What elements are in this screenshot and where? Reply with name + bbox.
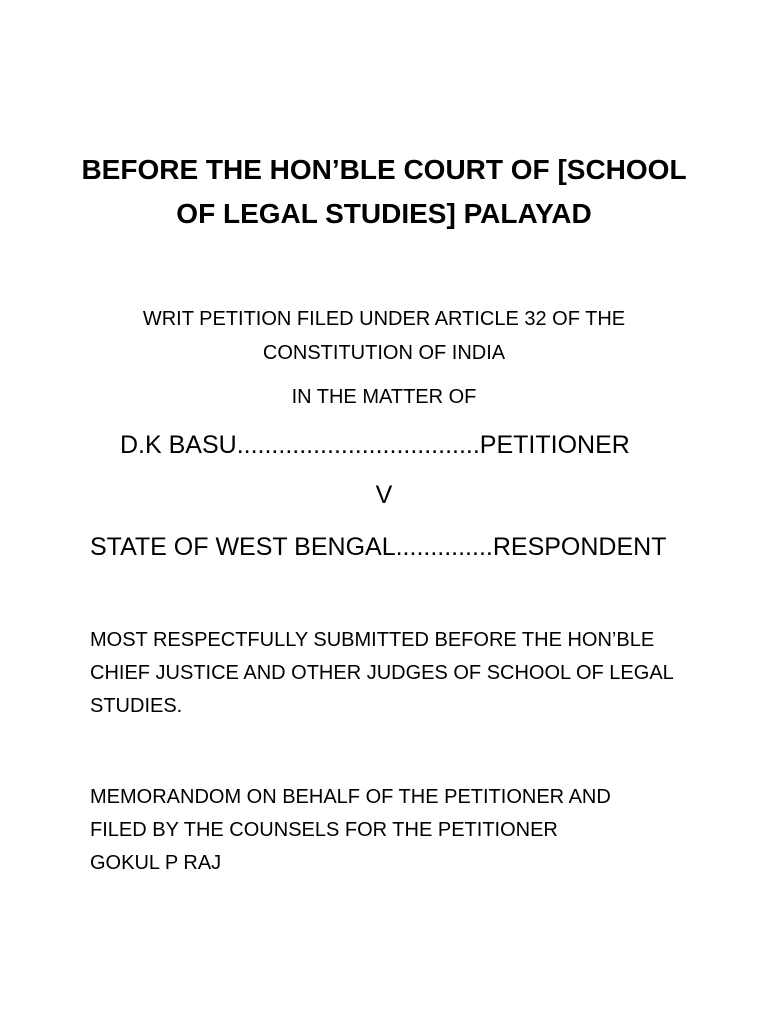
submission-line-2: CHIEF JUSTICE AND OTHER JUDGES OF SCHOOL OF LEGAL xyxy=(90,662,674,684)
submission-paragraph xyxy=(90,624,710,723)
writ-line-1: WRIT PETITION FILED UNDER ARTICLE 32 OF THE xyxy=(142,308,626,330)
memorandum-line-2: FILED BY THE COUNSELS FOR THE PETITIONER xyxy=(90,819,558,841)
court-heading-line-1: BEFORE THE HON’BLE COURT OF [SCHOOL xyxy=(81,154,687,185)
respondent-line: STATE OF WEST BENGAL..............RESPONDENT xyxy=(90,533,667,561)
memorandum-paragraph xyxy=(90,781,710,880)
versus: V xyxy=(375,481,393,509)
writ-petition-statement xyxy=(60,302,708,370)
court-heading-line-2: OF LEGAL STUDIES] PALAYAD xyxy=(176,198,592,229)
petitioner-line: D.K BASU...................................PETITIONER xyxy=(120,431,630,459)
counsel-name: GOKUL P RAJ xyxy=(90,852,222,874)
submission-line-3: STUDIES. xyxy=(90,695,183,717)
in-the-matter-of: IN THE MATTER OF xyxy=(291,386,477,408)
memorandum-line-1: MEMORANDOM ON BEHALF OF THE PETITIONER AND xyxy=(90,786,611,808)
writ-line-2: CONSTITUTION OF INDIA xyxy=(262,342,506,364)
submission-line-1: MOST RESPECTFULLY SUBMITTED BEFORE THE HON’BLE xyxy=(90,629,655,651)
court-heading xyxy=(60,148,708,236)
